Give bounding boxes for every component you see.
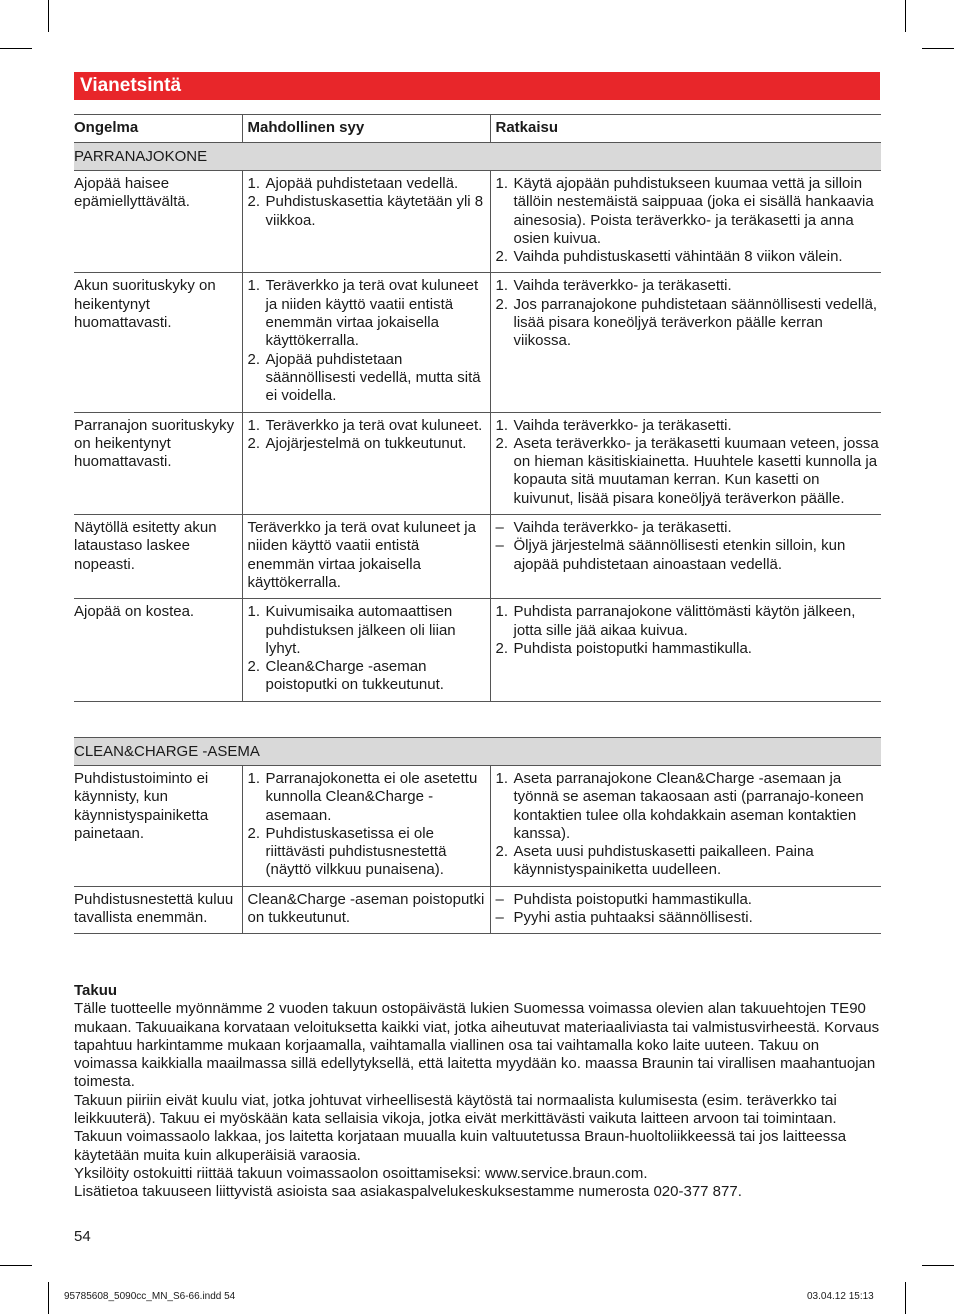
crop-mark: [0, 1265, 32, 1266]
troubleshooting-table: [74, 114, 881, 702]
problem-cell: Parranajon suorituskyky on heikentynyt huomattavasti.: [74, 412, 242, 514]
crop-mark: [922, 1265, 954, 1266]
list-item: 1. Ajopää puhdistetaan vedellä.: [247, 175, 459, 192]
solution-cell: [490, 886, 881, 934]
list-item: 1. Parranajokonetta ei ole asetettu kunnolla Clean&Charge -asemaan.: [247, 770, 478, 824]
item-list: [496, 417, 882, 508]
warranty-section: [74, 982, 884, 1202]
crop-mark: [922, 48, 954, 49]
column-header-cause: Mahdollinen syy: [242, 115, 490, 143]
problem-cell: Näytöllä esitetty akun lataustaso laskee nopeasti.: [74, 515, 242, 599]
solution-cell: [490, 273, 881, 412]
item-list: [496, 519, 882, 574]
cause-cell: [242, 171, 490, 273]
warranty-paragraph: Lisätietoa takuuseen liittyvistä asioista saa asiakaspalvelukeskuksestamme numerosta 020-377 877.: [74, 1183, 742, 1201]
cause-cell: [242, 599, 490, 701]
column-header-problem: Ongelma: [74, 115, 242, 143]
table-row: [74, 171, 881, 273]
warranty-paragraph: Takuun piiriin eivät kuulu viat, jotka johtuvat virheellisestä käytöstä tai normaalista kulumisesta (esim. teräverkko tai leikkuuterä). Takuu ei myöskään kata sellaisia vikoja, jotka eivät merkittävästi vaikuta laitteen arvoon tai toimintaan. Takuun voimassaolo lakkaa, jos laitetta korjataan muualla kuin valtuutetussa Braun-huoltoliikkeessä tai jos laitteessa käytetään muita kuin alkuperäisiä varaosia.: [74, 1091, 847, 1164]
table-row: [74, 886, 881, 934]
table-row: [74, 599, 881, 701]
list-item: 1. Teräverkko ja terä ovat kuluneet.: [247, 416, 483, 434]
page-title: Vianetsintä: [80, 75, 182, 96]
crop-mark: [905, 0, 906, 32]
cause-cell: Clean&Charge -aseman poistoputki on tukkeutunut.: [242, 886, 490, 934]
list-item: – Öljyä järjestelmä säännöllisesti etenkin silloin, kun ajopää puhdistetaan ainoastaan vedellä.: [495, 537, 846, 573]
crop-mark: [0, 48, 32, 49]
crop-mark: [48, 0, 49, 32]
crop-mark: [48, 1282, 49, 1314]
solution-cell: [490, 171, 881, 273]
warranty-paragraph: Yksilöity ostokuitti riittää takuun voimassaolon osoittamiseksi: www.service.braun.com.: [74, 1164, 648, 1182]
column-header-solution: Ratkaisu: [490, 115, 881, 143]
problem-cell: Ajopää haisee epämiellyttävältä.: [74, 171, 242, 273]
list-item: 2. Ajojärjestelmä on tukkeutunut.: [247, 434, 467, 452]
list-item: 2. Clean&Charge -aseman poistoputki on tukkeutunut.: [247, 658, 444, 694]
table-row: [74, 766, 881, 887]
solution-cell: [490, 412, 881, 514]
item-list: [496, 770, 882, 880]
problem-cell: Akun suorituskyky on heikentynyt huomattavasti.: [74, 273, 242, 412]
item-list: [248, 175, 490, 230]
list-item: – Puhdista poistoputki hammastikulla.: [495, 890, 752, 908]
list-item: 1. Käytä ajopään puhdistukseen kuumaa vettä ja silloin tällöin nestemäistä saippuaa (joka ei sisällä hankaavia ainesosia). Poista teräverkko- ja teräkasetti ja anna osien kuivua.: [495, 175, 874, 247]
list-item: 2. Vaihda puhdistuskasetti vähintään 8 viikon välein.: [495, 248, 843, 266]
section-row: [74, 738, 881, 766]
list-item: 2. Aseta teräverkko- ja teräkasetti kuumaan veteen, jossa on hieman käsitiskiainetta. Huuhtele kasetti kunnolla ja kopauta sitä muutaman kerran. Kun kasetti on kuivunut, lisää pisara koneöljyä teräverkon päälle.: [495, 434, 879, 507]
item-list: [496, 891, 882, 928]
cause-cell: [242, 273, 490, 412]
table-row: [74, 412, 881, 514]
solution-cell: [490, 766, 881, 887]
list-item: 2. Puhdistuskasettia käytetään yli 8 viikkoa.: [247, 193, 484, 229]
list-item: 1. Kuivumisaika automaattisen puhdistuksen jälkeen oli liian lyhyt.: [247, 603, 456, 657]
solution-cell: [490, 599, 881, 701]
list-item: 2. Jos parranajokone puhdistetaan säännöllisesti vedellä, lisää pisara koneöljyä teräverkon päälle kerran viikossa.: [495, 295, 878, 350]
list-item: 1. Aseta parranajokone Clean&Charge -asemaan ja työnnä se aseman takaosaan asti (parranajo-koneen kontaktien tulee olla kohdakkain aseman kontaktien kanssa).: [495, 770, 864, 842]
section-row: [74, 143, 881, 171]
list-item: 1. Teräverkko ja terä ovat kuluneet ja niiden käyttö vaatii entistä enemmän virtaa jokaisella käyttökerralla.: [247, 277, 479, 350]
list-item: 2. Puhdista poistoputki hammastikulla.: [495, 639, 752, 657]
solution-cell: [490, 515, 881, 599]
warranty-paragraph: Tälle tuotteelle myönnämme 2 vuoden takuun ostopäivästä lukien Suomessa voimassa olevien alan takuuehtojen TE90 mukaan. Takuuaikana korvataan veloituksetta kaikki viat, jotka aiheutuvat materiaaliviasta tai valmistusvirheestä. Korvaus tapahtuu harkintamme mukaan korjaamalla, vaihtamalla viallinen osa tai vaihtamalla koko laite uuteen. Takuu on voimassa kaikkialla maailmassa sillä edellytyksellä, että laitetta myydään ko. maassa Braunin tai virallisen maahantuojan toimesta.: [74, 1000, 880, 1091]
item-list: [248, 277, 490, 405]
table-row: [74, 515, 881, 599]
section-banner: [74, 72, 880, 100]
item-list: [248, 417, 490, 454]
list-item: 1. Vaihda teräverkko- ja teräkasetti.: [495, 416, 732, 434]
list-item: – Pyyhi astia puhtaaksi säännöllisesti.: [495, 909, 753, 927]
section-title: PARRANAJOKONE: [74, 143, 881, 171]
list-item: 2. Puhdistuskasetissa ei ole riittävästi puhdistusnestettä (näyttö vilkkuu punaisena).: [247, 824, 447, 879]
problem-cell: Ajopää on kostea.: [74, 599, 242, 701]
item-list: [496, 603, 882, 658]
list-item: – Vaihda teräverkko- ja teräkasetti.: [495, 519, 732, 537]
footer-date: 03.04.12 15:13: [807, 1291, 874, 1302]
table-row: [74, 273, 881, 412]
warranty-title: Takuu: [74, 982, 118, 999]
item-list: [248, 770, 490, 880]
list-item: 2. Aseta uusi puhdistuskasetti paikalleen. Paina käynnistyspainiketta uudelleen.: [495, 843, 814, 879]
list-item: 2. Ajopää puhdistetaan säännöllisesti vedellä, mutta sitä ei voidella.: [247, 350, 481, 405]
list-item: 1. Puhdista parranajokone välittömästi käytön jälkeen, jotta sille jää aikaa kuivua.: [495, 603, 856, 639]
problem-cell: Puhdistusnestettä kuluu tavallista enemmän.: [74, 886, 242, 934]
footer-file: 95785608_5090cc_MN_S6-66.indd 54: [64, 1291, 236, 1302]
crop-mark: [905, 1282, 906, 1314]
item-list: [496, 175, 882, 266]
cause-cell: Teräverkko ja terä ovat kuluneet ja niiden käyttö vaatii entistä enemmän virtaa jokaisella käyttökerralla.: [242, 515, 490, 599]
item-list: [248, 603, 490, 694]
item-list: [496, 277, 882, 350]
cause-cell: [242, 766, 490, 887]
cause-cell: [242, 412, 490, 514]
section-title: CLEAN&CHARGE -ASEMA: [74, 738, 881, 766]
table-header: [74, 115, 881, 143]
problem-cell: Puhdistustoiminto ei käynnisty, kun käynnistyspainiketta painetaan.: [74, 766, 242, 887]
list-item: 1. Vaihda teräverkko- ja teräkasetti.: [495, 277, 732, 295]
troubleshooting-table-station: [74, 737, 881, 934]
page-number: 54: [74, 1228, 91, 1245]
